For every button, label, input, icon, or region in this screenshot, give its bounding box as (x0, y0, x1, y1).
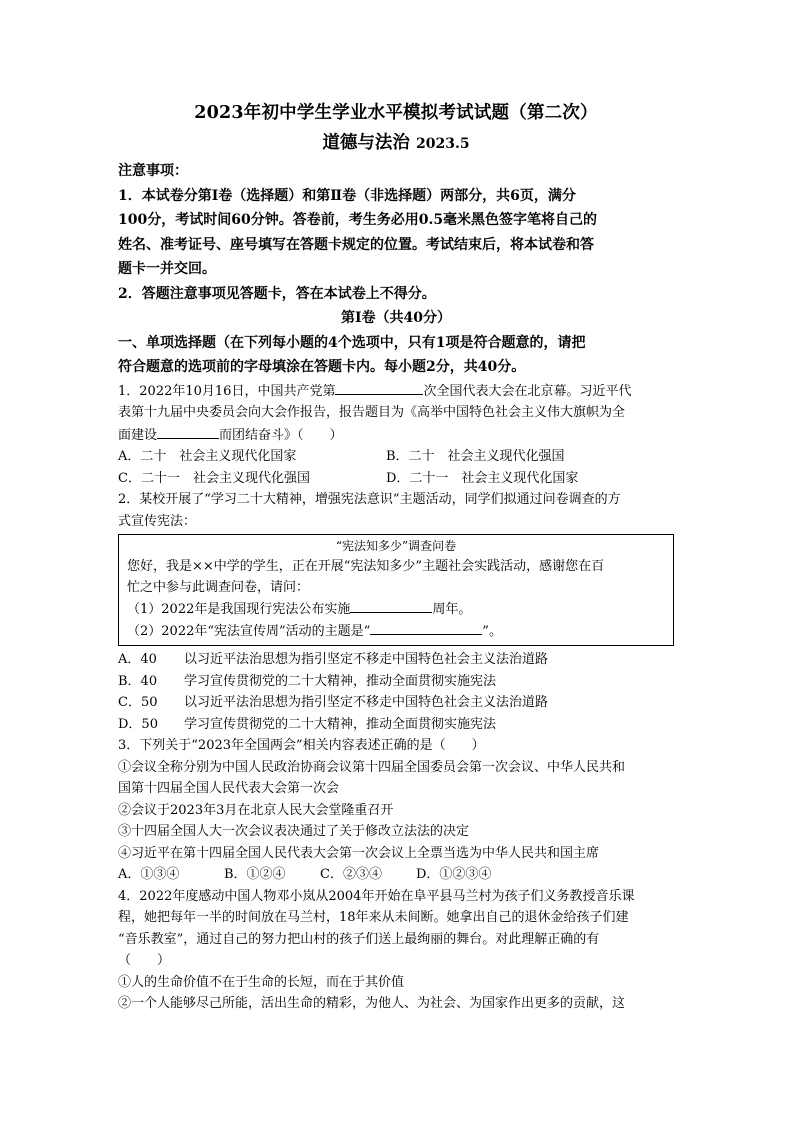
exam-subject (118, 128, 674, 159)
survey-line1: 您好，我是××中学的学生，正在开展“宪法知多少”主题社会实践活动，感谢您在百 (127, 559, 605, 574)
q2-option-d[interactable] (118, 714, 674, 736)
q2-option-b[interactable] (118, 671, 674, 693)
q1-text-e: 而团结奋斗》（ ） (219, 427, 343, 443)
q3-option-d[interactable]: D．①②③④ (416, 867, 492, 882)
q3-statement3: ③十四届全国人大一次会议表决通过了关于修改立法法的决定 (118, 824, 470, 839)
q2-option-c-text: 以习近平法治思想为指引坚定不移走中国特色社会主义法治道路 (184, 695, 549, 710)
q4-stem-line1: 4．2022年度感动中国人物邓小岚从2004年开始在阜平县马兰村为孩子们义务教授音乐课 (118, 888, 635, 904)
survey-box (118, 534, 674, 646)
q2-stem-line1: 2．某校开展了“学习二十大精神，增强宪法意识”主题活动，同学们拟通过问卷调查的方 (118, 492, 621, 507)
q2-option-a-letter: A．40 (118, 652, 157, 667)
q3-statement2: ②会议于2023年3月在北京人民大会堂隆重召开 (118, 802, 394, 818)
q3-option-c[interactable]: C．②③④ (320, 867, 382, 882)
q4-stem-line4: （ ） (118, 953, 171, 968)
q3-option-a[interactable]: A．①③④ (118, 867, 180, 882)
notice-item1-line4: 题卡一并交回。 (118, 261, 216, 277)
q3-options (118, 864, 674, 886)
part1-heading: 第Ⅰ卷（共40分） (340, 310, 452, 326)
q2-option-a[interactable] (118, 649, 674, 671)
q3-stem: 3．下列关于“2023年全国两会”相关内容表述正确的是（ ） (118, 738, 485, 753)
q1-stem-line2: 表第十九届中央委员会向大会作报告，报告题目为《高举中国特色社会主义伟大旗帜为全 (118, 405, 626, 420)
survey-question1 (127, 598, 665, 620)
q3-statement1-line1: ①会议全称分别为中国人民政治协商会议第十四届全国委员会第一次会议、中华人民共和 (118, 759, 626, 775)
q1-option-c[interactable]: C．二十一 社会主义现代化强国 (118, 470, 310, 486)
q2-option-b-letter: B．40 (118, 673, 158, 689)
q2-option-a-text: 以习近平法治思想为指引坚定不移走中国特色社会主义法治道路 (184, 652, 549, 667)
survey-q2-suffix: ”。 (482, 624, 502, 639)
notice-item2: 2．答题注意事项见答题卡，答在本试卷上不得分。 (118, 285, 436, 302)
q3-statement4: ④习近平在第十四届全国人民代表大会第一次会议上全票当选为中华人民共和国主席 (118, 845, 600, 861)
q2-option-c-letter: C．50 (118, 695, 158, 710)
survey-q2-text: （2）2022年“宪法宣传周”活动的主题是“ (127, 624, 371, 639)
q2-option-b-text: 学习宣传贯彻党的二十大精神，推动全面贯彻实施宪法 (184, 673, 497, 689)
survey-q1-text: （1）2022年是我国现行宪法公布实施 (127, 602, 351, 617)
exam-title: 2023年初中学生学业水平模拟考试试题（第二次） (194, 103, 598, 123)
survey-q1-blank (350, 598, 432, 613)
q1-blank2 (157, 424, 219, 439)
survey-title: “宪法知多少”调查问卷 (335, 539, 457, 553)
survey-line2: 忙之中参与此调查问卷，请问： (127, 580, 310, 595)
q2-stem-line2: 式宣传宪法： (118, 513, 197, 529)
subject-name: 道德与法治 (322, 133, 410, 153)
survey-q1-suffix: 周年。 (432, 602, 472, 617)
q1-option-a[interactable]: A．二十 社会主义现代化国家 (118, 449, 297, 464)
q2-option-d-text: 学习宣传贯彻党的二十大精神，推动全面贯彻实施宪法 (184, 716, 497, 732)
q1-option-d[interactable]: D．二十一 社会主义现代化国家 (386, 470, 579, 486)
notice-item1-line3: 姓名、准考证号、座号填写在答题卡规定的位置。考试结束后，将本试卷和答 (118, 236, 594, 253)
q1-text-b: 次全国代表大会在北京幕。习近平代 (423, 383, 632, 399)
q3-statement1-line2: 国第十四届全国人民代表大会第一次会 (118, 781, 340, 796)
q1-stem-line3 (118, 424, 674, 447)
survey-q2-blank (370, 620, 482, 635)
notice-heading: 注意事项： (118, 163, 188, 179)
q4-statement2: ②一个人能够尽己所能，活出生命的精彩，为他人、为社会、为国家作出更多的贡献，这 (118, 996, 626, 1011)
q1-options-row2 (118, 468, 674, 490)
q1-option-b[interactable]: B．二十 社会主义现代化强国 (386, 449, 565, 464)
q4-statement1: ①人的生命价值不在于生命的长短，而在于其价值 (118, 974, 405, 990)
q3-option-b[interactable]: B．①②④ (224, 867, 286, 882)
notice-item1-line2: 100分，考试时间60分钟。答卷前，考生务必用0.5毫米黑色签字笔将自己的 (118, 212, 598, 228)
q1-blank1 (335, 380, 423, 395)
q1-stem-line1 (118, 380, 674, 403)
q4-stem-line2: 程，她把每年一半的时间放在马兰村，18年来从未间断。她拿出自己的退休金给孩子们建 (118, 910, 629, 925)
q2-option-d-letter: D．50 (118, 716, 158, 732)
q1-text-d: 面建设 (118, 427, 158, 443)
notice-item1-line1: 1．本试卷分第Ⅰ卷（选择题）和第Ⅱ卷（非选择题）两部分，共6页，满分 (118, 187, 576, 204)
exam-date: 2023.5 (416, 136, 470, 152)
q1-options-row1 (118, 446, 674, 468)
q4-stem-line3: “音乐教室”，通过自己的努力把山村的孩子们送上最绚丽的舞台。对此理解正确的有 (118, 931, 600, 947)
exam-content (118, 98, 674, 1015)
section-instructions-line1: 一、单项选择题（在下列每小题的4个选项中，只有1项是符合题意的，请把 (118, 334, 586, 351)
section-instructions-line2: 符合题意的选项前的字母填涂在答题卡内。每小题2分，共40分。 (118, 359, 526, 375)
survey-question2 (127, 620, 665, 642)
q1-text-a: 1．2022年10月16日，中国共产党第 (118, 383, 336, 399)
q2-option-c[interactable] (118, 692, 674, 714)
